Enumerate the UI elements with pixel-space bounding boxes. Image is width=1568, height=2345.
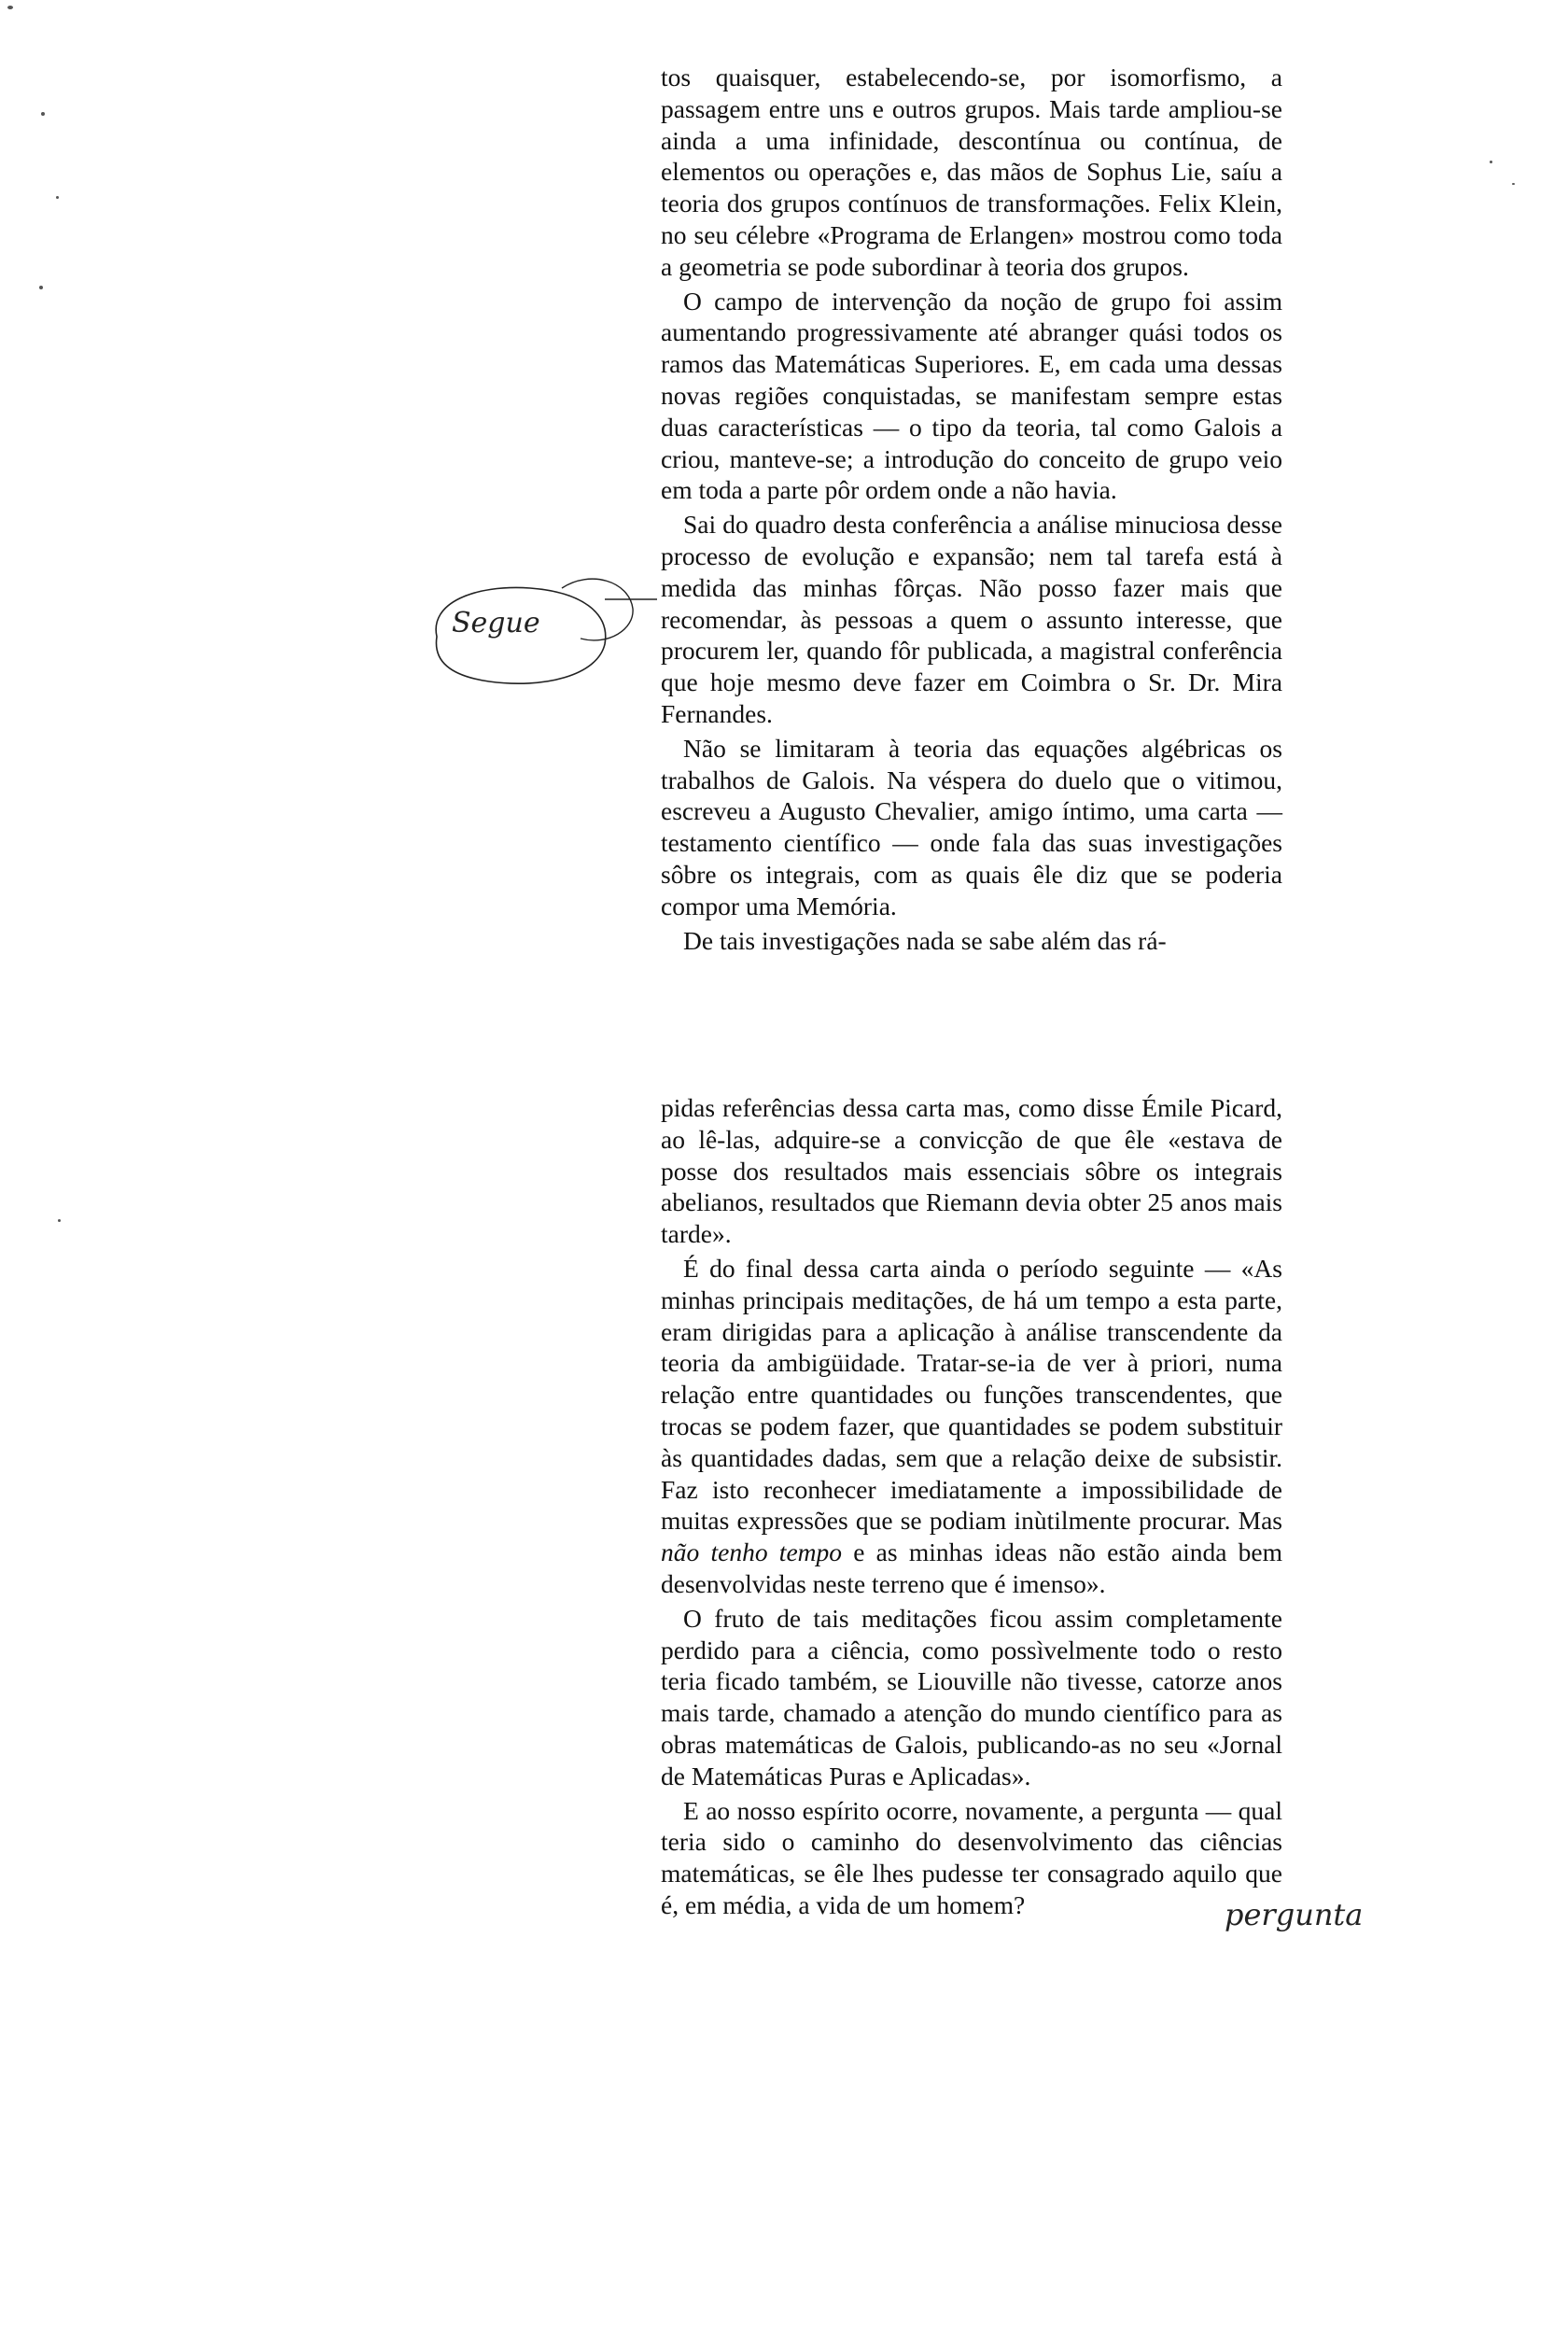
- paragraph: pidas referências dessa carta mas, como disse Émile Picard, ao lê-las, adquire-se a convicção de que êle «estava de posse dos resultados mais essenciais sôbre os integrais abelianos, resultados que Riemann devia obter 25 anos mais tarde».: [661, 1093, 1282, 1249]
- text-block-upper: [661, 62, 1282, 956]
- paragraph: De tais investigações nada se sabe além das rá-: [683, 925, 1167, 955]
- scan-speck: [41, 112, 45, 116]
- margin-note-pergunta: pergunta: [1225, 1897, 1364, 1932]
- paragraph: Sai do quadro desta conferência a análise minuciosa desse processo de evolução e expansão; nem tal tarefa está à medida das minhas fôrças. Não posso fazer mais que recomendar, às pessoas a quem o assunto interesse, que procurem ler, quando fôr publicada, a magistral conferência que hoje mesmo deve fazer em Coimbra o Sr. Dr. Mira Fernandes.: [661, 510, 1282, 728]
- paragraph: O fruto de tais meditações ficou assim completamente perdido para a ciência, como possìvelmente todo o resto teria ficado também, se Liouville não tivesse, catorze anos mais tarde, chamado a atenção do mundo científico para as obras matemáticas de Galois, publicando-as no seu «Jornal de Matemáticas Puras e Aplicadas».: [661, 1603, 1282, 1790]
- margin-note-segue: Segue: [452, 607, 540, 639]
- scan-speck: [58, 1219, 61, 1222]
- italic-phrase: não tenho tempo: [661, 1538, 843, 1567]
- paragraph-text: e as minhas ideas não estão ainda bem desenvolvidas neste terreno que é imenso».: [661, 1538, 1282, 1598]
- scan-speck: [1512, 183, 1515, 185]
- paragraph-text: É do final dessa carta ainda o período seguinte — «As minhas principais meditações, de há um tempo a esta parte, eram dirigidas para a aplicação à análise transcendente da teoria da ambigüidade. Tratar-se-ia de ver à priori, numa relação entre quantidades ou funções transcendentes, que trocas se podem fazer, que quantidades se podem substituir às quantidades dadas, sem que a relação deixe de subsistir. Faz isto reconhecer imediatamente a impossibilidade de muitas expressões que se podiam inùtilmente procurar. Mas: [661, 1253, 1282, 1536]
- scan-speck: [1490, 161, 1492, 163]
- scan-speck: [39, 286, 43, 289]
- paragraph: O campo de intervenção da noção de grupo foi assim aumentando progressivamente até abranger quási todos os ramos das Matemáticas Superiores. E, em cada uma dessas novas regiões conquistadas, se manifestam sempre estas duas características — o tipo da teoria, tal como Galois a criou, manteve-se; a introdução do conceito de grupo veio em toda a parte pôr ordem onde a não havia.: [661, 286, 1282, 505]
- scan-speck: [56, 196, 59, 199]
- scan-speck: [7, 6, 13, 9]
- text-block-lower: [661, 1092, 1282, 1921]
- paragraph: [661, 1253, 1282, 1600]
- paragraph: Não se limitaram à teoria das equações algébricas os trabalhos de Galois. Na véspera do duelo que o vitimou, escreveu a Augusto Chevalier, amigo íntimo, uma carta — testamento científico — onde fala das suas investigações sôbre os integrais, com as quais êle diz que se poderia compor uma Memória.: [661, 733, 1282, 920]
- paragraph: tos quaisquer, estabelecendo-se, por isomorfismo, a passagem entre uns e outros grupos. Mais tarde ampliou-se ainda a uma infinidade, descontínua ou contínua, de elementos ou operações e, das mãos de Sophus Lie, saíu a teoria dos grupos contínuos de transformações. Felix Klein, no seu célebre «Programa de Erlangen» mostrou como toda a geometria se pode subordinar à teoria dos grupos.: [661, 63, 1282, 281]
- paragraph: E ao nosso espírito ocorre, novamente, a pergunta — qual teria sido o caminho do desenvolvimento das ciências matemáticas, se êle lhes pudesse ter consagrado aquilo que é, em média, a vida de um homem?: [661, 1795, 1282, 1919]
